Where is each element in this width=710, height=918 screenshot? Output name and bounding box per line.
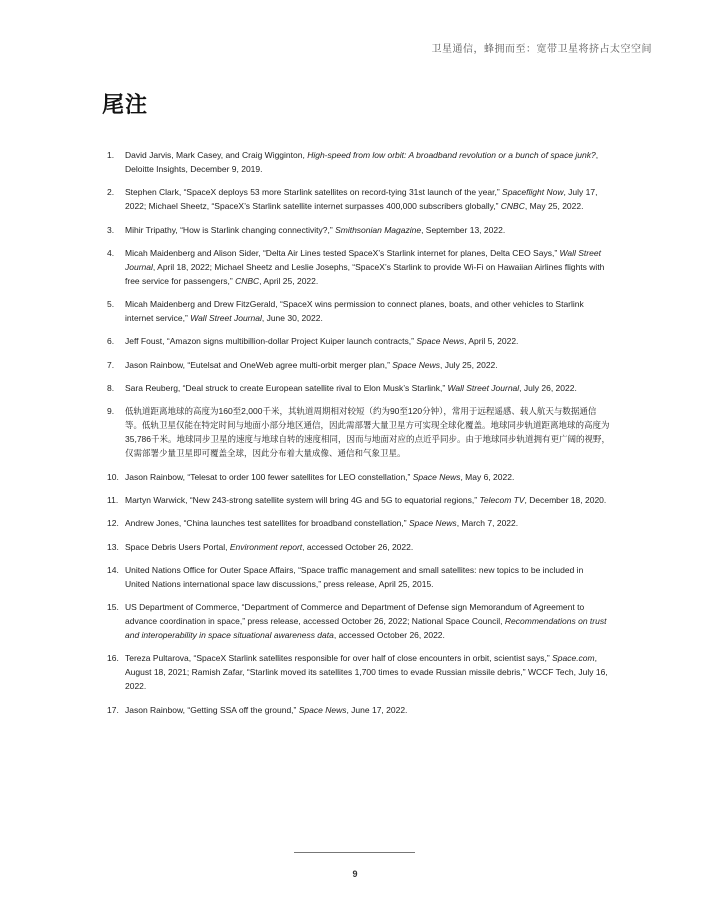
endnote-text [125,705,407,715]
endnote-text-run: , July 26, 2022. [519,383,577,394]
endnote-source-title: Environment report [229,541,303,552]
endnote-number: 7. [107,359,115,370]
page-title: 尾注 [102,92,149,117]
endnote-text [125,187,597,211]
endnote-text-run: , September 13, 2022. [421,224,506,235]
endnote-text-run: Space Debris Users Portal, [125,541,230,552]
endnote-text-run: Andrew Jones, “China launches test satellites for broadband constellation,” [125,518,409,529]
endnote-item [0,651,710,693]
endnote-number: 2. [107,187,115,198]
endnote-number: 6. [107,336,115,347]
endnote-source-title: Space News [298,704,347,715]
endnote-source-title: Recommendations on trust and interoperability in space situational awareness data [125,616,607,641]
endnote-number: 16. [107,653,119,664]
endnote-source-title: Smithsonian Magazine [335,224,422,235]
endnotes-list [0,148,710,726]
endnote-source-title: CNBC [500,201,525,212]
endnote-item [0,148,710,176]
endnote-text-run: , July 17, 2022; Michael Sheetz, “SpaceX’s Starlink satellite internet surpasses 400,000 subscribers globally,” [125,187,598,212]
endnote-source-title: Space News [408,518,457,529]
endnote-text-run: David Jarvis, Mark Casey, and Craig Wigginton, [125,150,308,160]
endnote-text [125,406,610,458]
endnote-text-run: Sara Reuberg, “Deal struck to create European satellite rival to Elon Musk’s Starlink,” [125,383,448,394]
endnote-source-title: CNBC [235,275,260,286]
endnote-text-run: Jason Rainbow, “Eutelsat and OneWeb agree multi-orbit merger plan,” [125,359,393,370]
endnote-text [125,336,518,346]
endnote-number: 8. [107,383,115,394]
endnote-text-run: , May 25, 2022. [524,201,584,212]
endnote-source-title: Space News [392,359,440,370]
endnote-text [125,602,606,640]
running-header: 卫星通信，蜂拥而至：宽带卫星将挤占太空空间 [431,44,652,55]
endnote-number: 3. [107,224,115,235]
endnote-item [0,540,710,554]
endnote-item [0,358,710,372]
endnote-text-run: , Deloitte Insights, December 9, 2019. [125,150,599,174]
endnote-number: 1. [107,150,115,160]
endnote-item [0,297,710,325]
endnote-text-run: , April 25, 2022. [259,275,319,286]
page-number: 9 [352,869,358,879]
endnote-text [125,360,498,370]
endnote-text [125,542,413,552]
endnote-text-run: 低轨道距离地球的高度为160至2,000千米，其轨道周期相对较短（约为90至120分钟），常用于远程遥感、载人航天与数据通信等。低轨卫星仅能在特定时间与地面小部分地区通信，因此需部署大量卫星方可实现全球化覆盖。地球同步轨道距离地球的高度为35,786千米。地球同步卫星的速度与地球自转的速度相同，因而与地面对应的点近乎同步。由于地球同步轨道拥有更广阔的视野，仅需部署少量卫星即可覆盖全球，因此分布着大量成像、通信和气象卫星。 [125,406,611,459]
endnote-item [0,563,710,591]
endnote-text [125,248,604,286]
endnote-number: 4. [107,247,115,258]
endnote-text-run: , August 18, 2021; Ramish Zafar, “Starlink moved its satellites 1,700 times to evade Russian missile debris,” WCCF Tech, July 16, 2022. [125,653,608,692]
endnote-source-title: Wall Street Journal [190,313,262,324]
endnote-source-title: Wall Street Journal [125,247,601,272]
endnote-source-title: Spaceflight Now [502,187,564,198]
endnote-item [0,600,710,642]
endnote-item [0,404,710,460]
endnote-item [0,381,710,395]
endnote-text-run: , accessed October 26, 2022. [333,630,445,641]
endnote-source-title: Telecom TV [479,494,525,505]
footer-divider [294,852,415,853]
endnote-text-run: , March 7, 2022. [456,518,519,529]
endnote-source-title: Space.com [552,653,595,664]
endnote-text-run: , April 18, 2022; Michael Sheetz and Leslie Josephs, “SpaceX’s Starlink to provide Wi-Fi on Hawaiian Airlines flights with free service for passengers,” [125,261,605,286]
endnote-text-run: US Department of Commerce, “Department of Commerce and Department of Defense sign Memorandum of Agreement to advance coordination in space,” press release, accessed October 26, 2022; National Space Council, [125,602,585,627]
endnote-number: 10. [107,471,119,482]
endnote-item [0,223,710,237]
endnote-number: 15. [107,602,119,613]
endnote-text-run: Jeff Foust, “Amazon signs multibillion-dollar Project Kuiper launch contracts,” [125,336,417,347]
endnote-text-run: , June 30, 2022. [261,313,323,324]
endnote-source-title: Space News [412,471,461,482]
endnote-item [0,470,710,484]
endnote-item [0,493,710,507]
endnote-number: 5. [107,299,115,310]
endnote-number: 13. [107,541,119,552]
endnote-text-run: , July 25, 2022. [439,359,498,370]
endnote-number: 17. [107,704,119,715]
endnote-text-run: Micah Maidenberg and Alison Sider, “Delta Air Lines tested SpaceX’s Starlink internet for planes, Delta CEO Says,” [125,247,560,258]
endnote-text-run: , accessed October 26, 2022. [302,541,414,552]
endnote-text [125,299,584,323]
endnote-text [125,383,577,393]
endnote-item [0,516,710,530]
endnote-item [0,185,710,213]
endnote-text-run: Jason Rainbow, “Telesat to order 100 fewer satellites for LEO constellation,” [125,471,413,482]
endnote-text [125,565,583,589]
endnote-item [0,703,710,717]
endnote-text-run: , April 5, 2022. [464,336,519,347]
endnote-text [125,472,514,482]
endnote-text-run: United Nations Office for Outer Space Affairs, “Space traffic management and small satellites: new topics to be included in United Nations international space law discussions,” press release, April 25, 2015. [125,564,584,589]
endnote-number: 11. [107,494,119,505]
endnote-number: 14. [107,564,119,575]
endnote-item [0,334,710,348]
endnote-text-run: Micah Maidenberg and Drew FitzGerald, “SpaceX wins permission to connect planes, boats, and other vehicles to Starlink internet service,” [125,299,584,324]
endnote-source-title: Wall Street Journal [447,383,520,394]
endnote-text-run: Tereza Pultarova, “SpaceX Starlink satellites responsible for over half of close encounters in orbit, scientist says,” [125,653,553,664]
endnote-text-run: , June 17, 2022. [346,704,408,715]
endnote-text [125,518,518,528]
endnote-text-run: Jason Rainbow, “Getting SSA off the ground,” [125,704,299,715]
endnote-source-title: High-speed from low orbit: A broadband revolution or a bunch of space junk? [307,150,596,160]
endnote-number: 12. [107,518,119,529]
endnote-text [125,150,598,174]
endnote-text-run: , May 6, 2022. [460,471,515,482]
endnote-text-run: , December 18, 2020. [524,494,607,505]
endnote-number: 9. [107,406,115,417]
endnote-source-title: Space News [416,336,465,347]
endnote-text-run: Mihir Tripathy, “How is Starlink changing connectivity?,” [125,224,336,235]
endnote-text-run: Stephen Clark, “SpaceX deploys 53 more Starlink satellites on record-tying 31st launch of the year,” [125,187,503,198]
endnote-text [125,225,505,235]
endnote-item [0,246,710,288]
endnote-text-run: Martyn Warwick, “New 243-strong satellite system will bring 4G and 5G to equatorial regions,” [125,494,480,505]
endnote-text [125,495,606,505]
endnote-text [125,653,608,691]
